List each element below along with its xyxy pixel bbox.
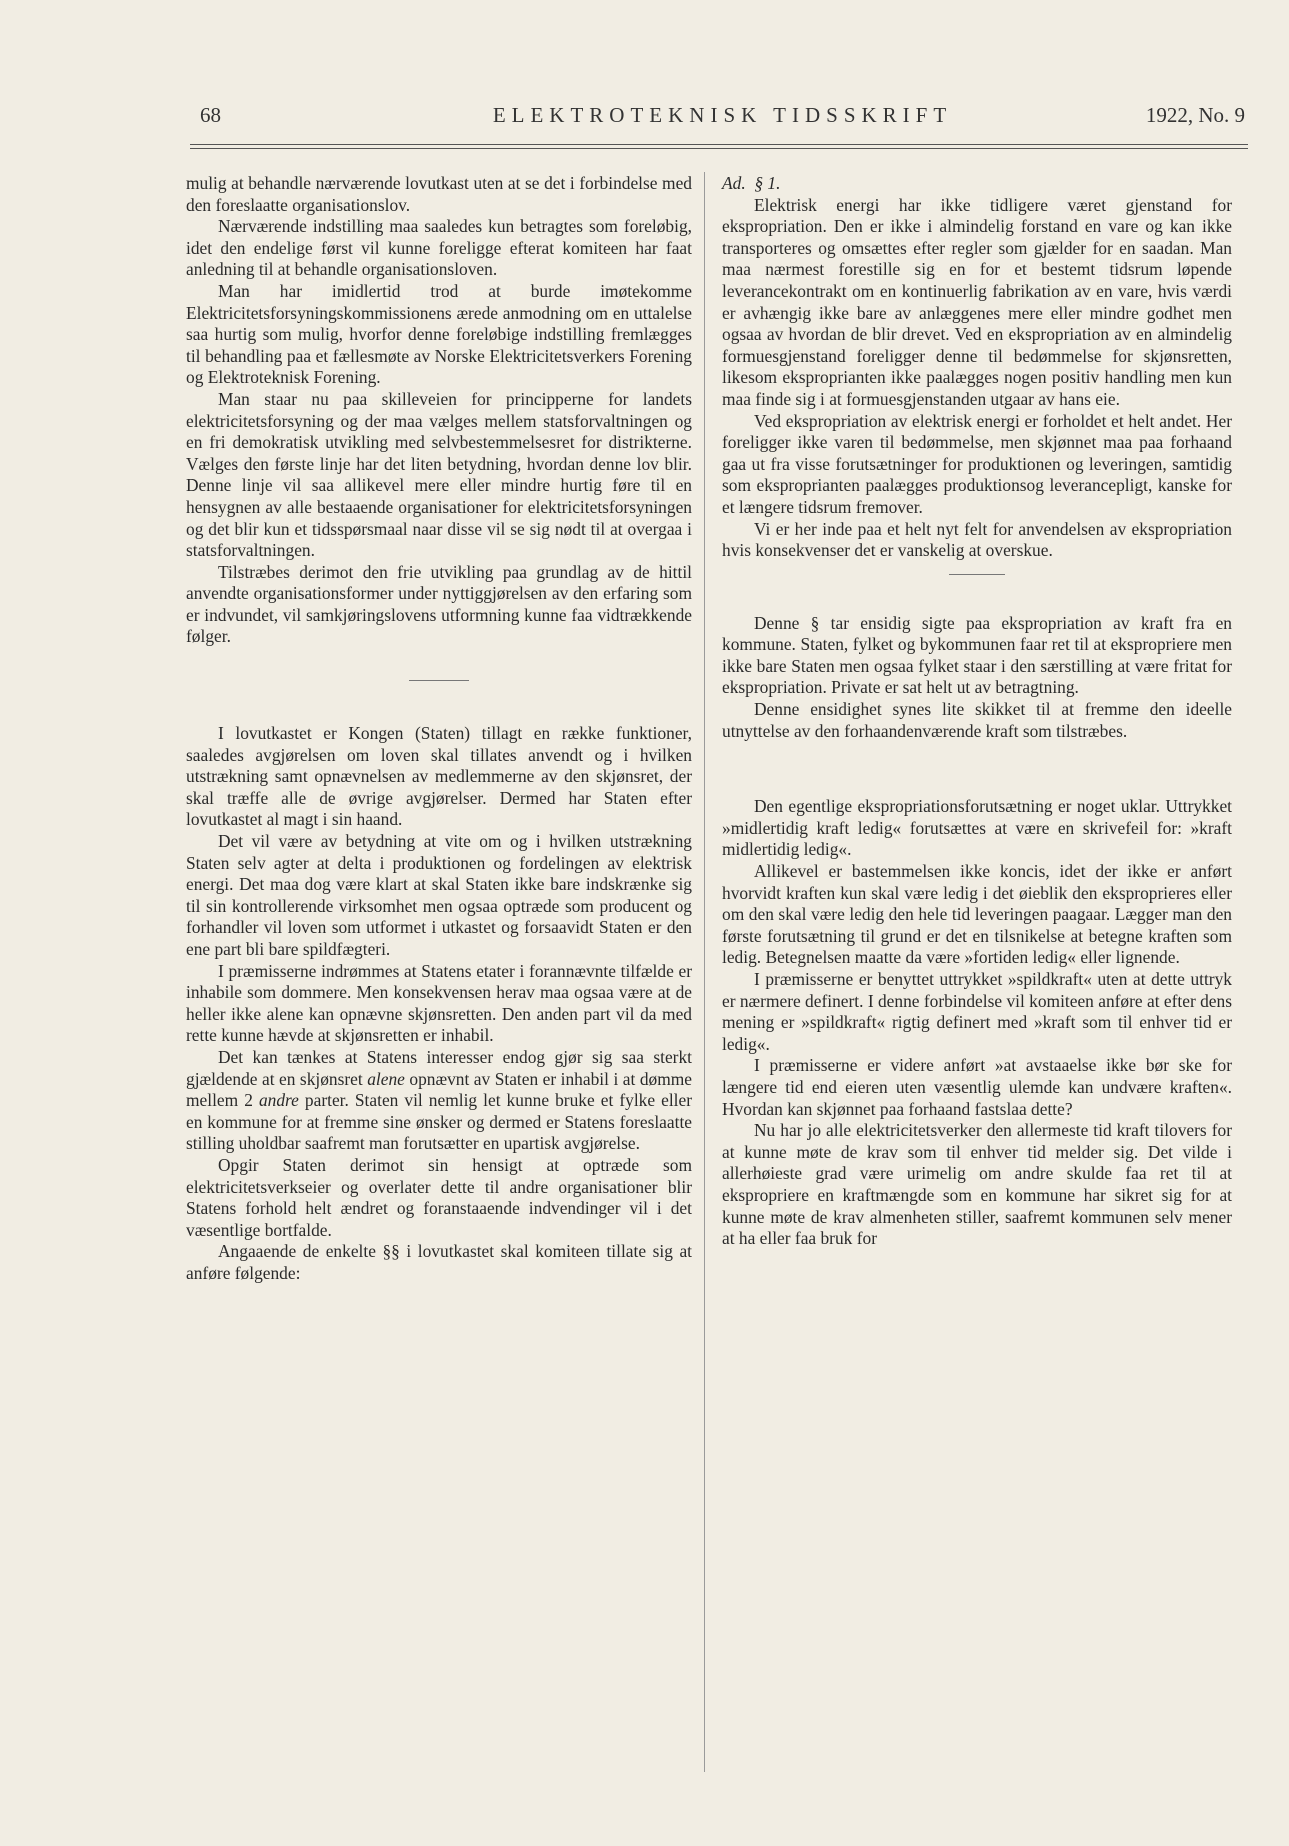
- page-number: 68: [200, 103, 221, 127]
- left-column: [186, 173, 692, 1285]
- paragraph: I præmisserne er videre anført »at avstaaelse ikke bør ske for længere tid end eieren uten væsentlig ulemde kan undvære kraften«. Hvordan kan skjønnet paa forhaand fastslaa dette?: [722, 1055, 1232, 1119]
- right-column: [722, 173, 1232, 1250]
- paragraph: Det vil være av betydning at vite om og i hvilken utstrækning Staten selv agter at delta i produktionen og fordelingen av elektrisk energi. Det maa dog være klart at skal Staten ikke bare indskrænke sig til sin kontrollerende virksomhet men ogsaa optræde som producent og forhandler vil loven som utformet i utkastet og forsaavidt Staten er den ene part bli bare spildfægteri.: [186, 831, 692, 959]
- paragraph: I præmisserne er benyttet uttrykket »spildkraft« uten at dette uttryk er nærmere definert. I denne forbindelse vil komiteen anføre at efter dens mening er »spildkraft« rigtig definert med »kraft som til enhver tid er ledig«.: [722, 969, 1232, 1054]
- header-rule-bottom: [190, 148, 1248, 149]
- paragraph: Ved ekspropriation av elektrisk energi er forholdet et helt andet. Her foreligger ikke varen til bedømmelse, men skjønnet maa paa forhaand gaa ut fra visse forutsætninger for produktionen og leveringen, samtidig som eksproprianten paalægges produktionsog leverancepligt, kanske for et længere tidsrum fremover.: [722, 410, 1232, 517]
- paragraph: Den egentlige ekspropriationsforutsætning er noget uklar. Uttrykket »midlertidig kraft ledig« forutsættes at være en skrivefeil for: »kraft midlertidig ledig«.: [722, 796, 1232, 860]
- emphasis: andre: [258, 1090, 299, 1111]
- paragraph: Man staar nu paa skilleveien for principperne for landets elektricitetsforsyning og der maa vælges mellem statsforvaltningen og en fri demokratisk utvikling med selvbestemmelsesret for distrikterne. Vælges den første linje har det liten betydning, hvordan denne lov blir. Denne linje vil saa allikevel mere eller mindre hurtig føre til en hensygnen av alle bestaaende organisationer for elektricitetsforsyningen og det blir kun et tidsspørsmaal naar disse vil se sig nødt til at overgaa i statsforvaltningen.: [186, 388, 692, 561]
- header-rule-top: [190, 144, 1248, 145]
- paragraph: Opgir Staten derimot sin hensigt at optræde som elektricitetsverkseier og overlater dette til andre organisationer blir Statens forhold helt ændret og foranstaaende indvendinger vil i det væsentlige bortfalde.: [186, 1154, 692, 1240]
- paragraph: Det kan tænkes at Statens interesser endog gjør sig saa sterkt gjældende at en skjønsret alene opnævnt av Staten er inhabil i at dømme mellem 2 andre parter. Staten vil nemlig let kunne bruke et fylke eller en kommune for at fremme sine ønsker og dermed er Statens foreslaatte stilling uholdbar saafremt man forutsætter en upartisk avgjørelse.: [186, 1046, 692, 1154]
- issue-number: 1922, No. 9: [1145, 103, 1245, 127]
- paragraph: Tilstræbes derimot den frie utvikling paa grundlag av de hittil anvendte organisationsformer under nyttiggjørelsen av den erfaring som er indvundet, vil samkjøringslovens utformning kunne faa vidtrækkende følger.: [186, 561, 692, 647]
- paragraph: Allikevel er bastemmelsen ikke koncis, idet der ikke er anført hvorvidt kraften kun skal være ledig i det øieblik den eksproprieres eller om den skal være ledig den hele tid leveringen paagaar. Lægger man den første forutsætning til grund er det en tilsnikelse at betegne kraften som ledig. Betegnelsen maatte da være »fortiden ledig« eller lignende.: [722, 861, 1232, 968]
- paragraph: Nærværende indstilling maa saaledes kun betragtes som foreløbig, idet den endelige først vil kunne foreligge efterat komiteen har faat anledning til at behandle organisationsloven.: [186, 216, 692, 280]
- paragraph: Denne § tar ensidig sigte paa ekspropriation av kraft fra en kommune. Staten, fylket og bykommunen faar ret til at ekspropriere men ikke bare Staten men ogsaa fylket staar i den særstilling at være fritat for ekspropriation. Private er sat helt ut av betragtning.: [722, 612, 1232, 698]
- paragraph: Angaaende de enkelte §§ i lovutkastet skal komiteen tillate sig at anføre følgende:: [186, 1241, 692, 1283]
- journal-title: ELEKTROTEKNISK TIDSSKRIFT: [492, 103, 953, 127]
- column-divider: [704, 172, 705, 1772]
- paragraph: I præmisserne indrømmes at Statens etater i forannævnte tilfælde er inhabile som dommere. Men konsekvensen herav maa ogsaa være at de heller ikke alene kan opnævne skjønsretten. Den anden part vil da med rette kunne hævde at skjønsretten er inhabil.: [186, 960, 692, 1046]
- running-header: [200, 103, 1245, 133]
- paragraph: Elektrisk energi har ikke tidligere været gjenstand for ekspropriation. Den er ikke i almindelig forstand en vare og kan ikke transporteres og omsættes efter regler som gjælder for en saadan. Man maa nærmest forestille sig en for et bestemt tidsrum løpende leverancekontrakt om en kontinuerlig fabrikation av en vare, hvis værdi er avhængig ikke bare av anlæggenes mere eller mindre godhet men ogsaa av hvordan de blir drevet. Ved en ekspropriation av en almindelig formuesgjenstand foreligger denne til bedømmelse for skjønsretten, likesom eksproprianten ikke paalægges nogen positiv handling men kun maa finde sig i at formuesgjenstanden utgaar av hans eie.: [722, 194, 1232, 409]
- emphasis: alene: [367, 1068, 405, 1089]
- paragraph: Vi er her inde paa et helt nyt felt for anvendelsen av ekspropriation hvis konsekvenser det er vanskelig at overskue.: [722, 518, 1232, 561]
- paragraph: Denne ensidighet synes lite skikket til at fremme den ideelle utnyttelse av den forhaandenværende kraft som tilstræbes.: [722, 699, 1232, 741]
- section-heading: Ad. § 1.: [722, 173, 781, 193]
- paragraph: I lovutkastet er Kongen (Staten) tillagt en række funktioner, saaledes avgjørelsen om loven skal tillates anvendt og i hvilken utstrækning samt opnævnelsen av medlemmerne av den skjønsret, der skal træffe alle de øvrige avgjørelser. Dermed har Staten efter lovutkastet al magt i sin haand.: [186, 723, 692, 830]
- paragraph: mulig at behandle nærværende lovutkast uten at se det i forbindelse med den foreslaatte organisationslov.: [186, 173, 692, 215]
- paragraph: Man har imidlertid trod at burde imøtekomme Elektricitetsforsyningskommissionens ærede anmodning om en uttalelse saa hurtig som mulig, hvorfor denne foreløbige indstilling fremlægges til behandling paa et fællesmøte av Norske Elektricitetsverkers Forening og Elektroteknisk Forening.: [186, 280, 692, 388]
- paragraph: Nu har jo alle elektricitetsverker den allermeste tid kraft tilovers for at kunne møte de krav som til enhver tid melder sig. Det vilde i allerhøieste grad være urimelig om andre skulde faa ret til at ekspropriere en kraftmængde som en kommune har sikret sig for at kunne møte de krav almenheten stiller, saafremt kommunen selv mener at ha eller faa bruk for: [722, 1120, 1232, 1249]
